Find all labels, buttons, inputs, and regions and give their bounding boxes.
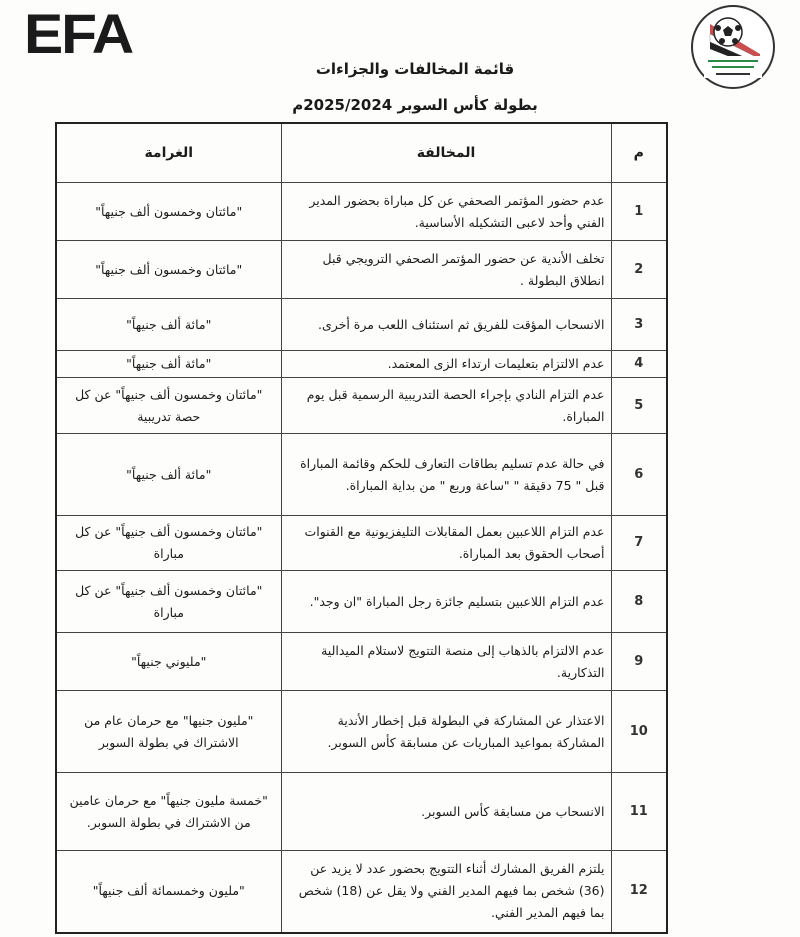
fine-text: "مائتان وخمسون ألف جنيهاً" عن كل مباراة: [56, 571, 281, 633]
row-number: 12: [611, 851, 667, 933]
column-header-violation: المخالفة: [281, 123, 611, 183]
row-number: 10: [611, 691, 667, 773]
fine-text: "مليون وخمسمائة ألف جنيهاً": [56, 851, 281, 933]
violation-text: في حالة عدم تسليم بطاقات التعارف للحكم وقائمة المباراة قبل " 75 دقيقة " "ساعة وربع " من بداية المباراة.: [281, 434, 611, 516]
table-row: [56, 691, 667, 773]
violation-text: الانسحاب من مسابقة كأس السوبر.: [281, 773, 611, 851]
efa-wordmark: EFA: [24, 2, 133, 65]
fine-text: "مائتان وخمسون ألف جنيهاً" عن كل حصة تدريبية: [56, 378, 281, 434]
table-row: [56, 571, 667, 633]
document-subtitle: بطولة كأس السوبر 2025/2024م: [292, 96, 538, 114]
fine-text: "مليون جنيها" مع حرمان عام من الاشتراك في بطولة السوبر: [56, 691, 281, 773]
row-number: 5: [611, 378, 667, 434]
row-number: 9: [611, 633, 667, 691]
column-header-number: م: [611, 123, 667, 183]
row-number: 8: [611, 571, 667, 633]
fine-text: "مائتان وخمسون ألف جنيهاً" عن كل مباراة: [56, 516, 281, 571]
table-row: [56, 241, 667, 299]
table-row: [56, 351, 667, 378]
fine-text: "مائتان وخمسون ألف جنيهاً": [56, 183, 281, 241]
row-number: 11: [611, 773, 667, 851]
violation-text: الانسحاب المؤقت للفريق ثم استئناف اللعب مرة أخرى.: [281, 299, 611, 351]
violation-text: عدم الالتزام بالذهاب إلى منصة التتويج لاستلام الميدالية التذكارية.: [281, 633, 611, 691]
table-row: [56, 851, 667, 933]
violation-text: الاعتذار عن المشاركة في البطولة قبل إخطار الأندية المشاركة بمواعيد المباريات عن مسابقة كأس السوبر.: [281, 691, 611, 773]
fine-text: "مائتان وخمسون ألف جنيهاً": [56, 241, 281, 299]
row-number: 3: [611, 299, 667, 351]
violation-text: عدم التزام اللاعبين بعمل المقابلات التليفزيونية مع القنوات أصحاب الحقوق بعد المباراة.: [281, 516, 611, 571]
row-number: 6: [611, 434, 667, 516]
table-row: [56, 516, 667, 571]
row-number: 7: [611, 516, 667, 571]
table-row: [56, 773, 667, 851]
violations-table: [55, 122, 668, 934]
fine-text: "خمسة مليون جنيهاً" مع حرمان عامين من الاشتراك في بطولة السوبر.: [56, 773, 281, 851]
fine-text: "مليوني جنيهاً": [56, 633, 281, 691]
violation-text: عدم التزام اللاعبين بتسليم جائزة رجل المباراة "ان وجد".: [281, 571, 611, 633]
violation-text: يلتزم الفريق المشارك أثناء التتويج بحضور عدد لا يزيد عن (36) شخص بما فيهم المدير الفني ولا يقل عن (18) شخص بما فيهم المدير الفني.: [281, 851, 611, 933]
column-header-fine: الغرامة: [56, 123, 281, 183]
table-row: [56, 183, 667, 241]
table-header-row: [56, 123, 667, 183]
table-row: [56, 299, 667, 351]
fine-text: "مائة ألف جنيهاً": [56, 299, 281, 351]
fine-text: "مائة ألف جنيهاً": [56, 434, 281, 516]
violation-text: تخلف الأندية عن حضور المؤتمر الصحفي الترويجي قبل انطلاق البطولة .: [281, 241, 611, 299]
table-row: [56, 633, 667, 691]
document-title: قائمة المخالفات والجزاءات: [315, 60, 515, 78]
violation-text: عدم التزام النادي بإجراء الحصة التدريبية الرسمية قبل يوم المباراة.: [281, 378, 611, 434]
table-row: [56, 434, 667, 516]
row-number: 1: [611, 183, 667, 241]
row-number: 4: [611, 351, 667, 378]
fine-text: "مائة ألف جنيهاً": [56, 351, 281, 378]
table-row: [56, 378, 667, 434]
violation-text: عدم الالتزام بتعليمات ارتداء الزى المعتمد.: [281, 351, 611, 378]
row-number: 2: [611, 241, 667, 299]
violation-text: عدم حضور المؤتمر الصحفي عن كل مباراة بحضور المدير الفني وأحد لاعبى التشكيله الأساسية.: [281, 183, 611, 241]
